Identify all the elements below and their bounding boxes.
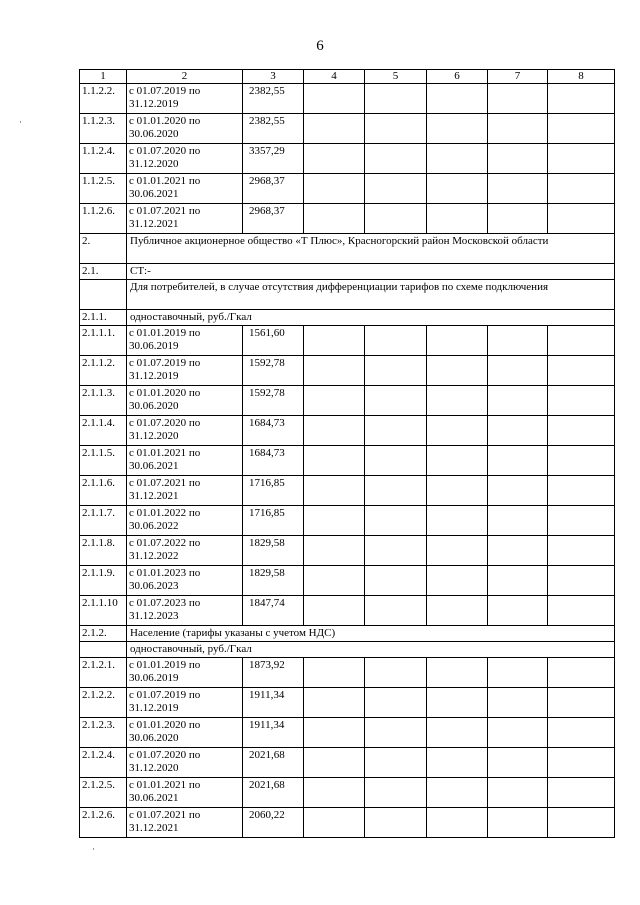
empty-cell [548, 446, 615, 476]
row-period: с 01.07.2019 по 31.12.2019 [127, 688, 243, 718]
row-period: с 01.01.2019 по 30.06.2019 [127, 326, 243, 356]
empty-cell [488, 506, 548, 536]
table-row [80, 566, 615, 596]
row-number: 2.1.1.9. [80, 566, 127, 596]
row-period: с 01.07.2022 по 31.12.2022 [127, 536, 243, 566]
empty-cell [427, 506, 488, 536]
empty-cell [548, 84, 615, 114]
table-row [80, 386, 615, 416]
empty-cell [304, 506, 365, 536]
row-tariff-value: 1911,34 [243, 718, 304, 748]
tariff-table [79, 69, 615, 838]
row-tariff-value: 1847,74 [243, 596, 304, 626]
section-row [80, 280, 615, 310]
empty-cell [548, 688, 615, 718]
empty-cell [427, 326, 488, 356]
empty-cell [304, 808, 365, 838]
empty-cell [304, 566, 365, 596]
empty-cell [427, 688, 488, 718]
empty-cell [365, 596, 427, 626]
row-number: 2.1.1.10 [80, 596, 127, 626]
row-tariff-value: 2968,37 [243, 204, 304, 234]
empty-cell [427, 356, 488, 386]
table-row [80, 808, 615, 838]
column-header: 6 [427, 70, 488, 84]
row-tariff-value: 1684,73 [243, 416, 304, 446]
row-period: с 01.01.2020 по 30.06.2020 [127, 386, 243, 416]
empty-cell [548, 718, 615, 748]
row-number: 2.1.1.6. [80, 476, 127, 506]
row-number: 1.1.2.5. [80, 174, 127, 204]
row-period: с 01.07.2020 по 31.12.2020 [127, 416, 243, 446]
column-header: 2 [127, 70, 243, 84]
empty-cell [365, 114, 427, 144]
empty-cell [365, 808, 427, 838]
empty-cell [548, 174, 615, 204]
row-period: с 01.07.2020 по 31.12.2020 [127, 144, 243, 174]
row-tariff-value: 1592,78 [243, 386, 304, 416]
empty-cell [488, 658, 548, 688]
empty-cell [548, 506, 615, 536]
row-number: 1.1.2.6. [80, 204, 127, 234]
row-number: 2.1.2.1. [80, 658, 127, 688]
empty-cell [427, 416, 488, 446]
row-tariff-value: 1829,58 [243, 566, 304, 596]
column-header: 8 [548, 70, 615, 84]
section-title: Население (тарифы указаны с учетом НДС) [127, 626, 615, 642]
empty-cell [304, 778, 365, 808]
empty-cell [548, 536, 615, 566]
row-number: 2.1.2.2. [80, 688, 127, 718]
empty-cell [548, 476, 615, 506]
column-header: 7 [488, 70, 548, 84]
empty-cell [488, 476, 548, 506]
empty-cell [304, 446, 365, 476]
section-title: Для потребителей, в случае отсутствия дифференциации тарифов по схеме подключения [127, 280, 615, 310]
empty-cell [488, 356, 548, 386]
section-row [80, 642, 615, 658]
page-number: 6 [316, 38, 324, 54]
empty-cell [548, 144, 615, 174]
row-period: с 01.07.2019 по 31.12.2019 [127, 356, 243, 386]
empty-cell [548, 748, 615, 778]
empty-cell [488, 84, 548, 114]
empty-cell [304, 718, 365, 748]
row-period: с 01.07.2019 по 31.12.2019 [127, 84, 243, 114]
row-period: с 01.07.2021 по 31.12.2021 [127, 808, 243, 838]
table-row [80, 506, 615, 536]
empty-cell [304, 688, 365, 718]
table-row [80, 416, 615, 446]
row-number: 2.1.1.8. [80, 536, 127, 566]
empty-cell [427, 446, 488, 476]
row-period: с 01.01.2020 по 30.06.2020 [127, 114, 243, 144]
empty-cell [304, 204, 365, 234]
empty-cell [365, 326, 427, 356]
empty-cell [365, 174, 427, 204]
row-number: 2.1.1.1. [80, 326, 127, 356]
section-number: 2.1. [80, 264, 127, 280]
row-period: с 01.07.2021 по 31.12.2021 [127, 204, 243, 234]
table-row [80, 596, 615, 626]
empty-cell [427, 204, 488, 234]
empty-cell [365, 536, 427, 566]
empty-cell [365, 204, 427, 234]
empty-cell [488, 778, 548, 808]
row-tariff-value: 1716,85 [243, 476, 304, 506]
row-number: 2.1.2.5. [80, 778, 127, 808]
empty-cell [488, 748, 548, 778]
section-title: одноставочный, руб./Гкал [127, 310, 615, 326]
table-row [80, 144, 615, 174]
row-number: 1.1.2.4. [80, 144, 127, 174]
empty-cell [427, 658, 488, 688]
empty-cell [365, 718, 427, 748]
empty-cell [304, 476, 365, 506]
empty-cell [488, 114, 548, 144]
row-tariff-value: 1829,58 [243, 536, 304, 566]
empty-cell [365, 778, 427, 808]
row-tariff-value: 2021,68 [243, 778, 304, 808]
row-number: 2.1.1.7. [80, 506, 127, 536]
empty-cell [548, 204, 615, 234]
row-number: 2.1.2.4. [80, 748, 127, 778]
section-title: Публичное акционерное общество «Т Плюс», Красногорский район Московской области [127, 234, 615, 264]
row-number: 2.1.1.5. [80, 446, 127, 476]
empty-cell [427, 808, 488, 838]
column-header: 1 [80, 70, 127, 84]
row-tariff-value: 1716,85 [243, 506, 304, 536]
empty-cell [304, 326, 365, 356]
row-period: с 01.01.2021 по 30.06.2021 [127, 174, 243, 204]
table-row [80, 718, 615, 748]
row-tariff-value: 3357,29 [243, 144, 304, 174]
row-tariff-value: 2382,55 [243, 84, 304, 114]
scan-mark [20, 121, 21, 123]
row-tariff-value: 1911,34 [243, 688, 304, 718]
empty-cell [304, 536, 365, 566]
row-period: с 01.07.2021 по 31.12.2021 [127, 476, 243, 506]
section-row [80, 310, 615, 326]
empty-cell [427, 748, 488, 778]
empty-cell [304, 174, 365, 204]
table-row [80, 748, 615, 778]
empty-cell [304, 748, 365, 778]
row-period: с 01.01.2022 по 30.06.2022 [127, 506, 243, 536]
empty-cell [548, 326, 615, 356]
empty-cell [365, 566, 427, 596]
empty-cell [304, 658, 365, 688]
row-period: с 01.01.2020 по 30.06.2020 [127, 718, 243, 748]
empty-cell [548, 416, 615, 446]
empty-cell [488, 536, 548, 566]
row-tariff-value: 2382,55 [243, 114, 304, 144]
row-period: с 01.01.2023 по 30.06.2023 [127, 566, 243, 596]
empty-cell [427, 536, 488, 566]
empty-cell [427, 718, 488, 748]
section-number [80, 280, 127, 310]
section-number: 2. [80, 234, 127, 264]
row-period: с 01.01.2019 по 30.06.2019 [127, 658, 243, 688]
table-row [80, 476, 615, 506]
section-number [80, 642, 127, 658]
row-number: 2.1.2.3. [80, 718, 127, 748]
empty-cell [427, 566, 488, 596]
table-row [80, 84, 615, 114]
table-row [80, 658, 615, 688]
table-row [80, 446, 615, 476]
empty-cell [488, 204, 548, 234]
empty-cell [488, 596, 548, 626]
section-number: 2.1.2. [80, 626, 127, 642]
empty-cell [365, 144, 427, 174]
table-row [80, 778, 615, 808]
empty-cell [365, 416, 427, 446]
empty-cell [427, 84, 488, 114]
row-tariff-value: 1592,78 [243, 356, 304, 386]
empty-cell [365, 446, 427, 476]
empty-cell [365, 84, 427, 114]
section-row [80, 626, 615, 642]
empty-cell [488, 326, 548, 356]
row-number: 1.1.2.2. [80, 84, 127, 114]
empty-cell [365, 688, 427, 718]
empty-cell [427, 596, 488, 626]
empty-cell [488, 416, 548, 446]
tariff-table-body [80, 70, 615, 838]
empty-cell [548, 114, 615, 144]
empty-cell [488, 144, 548, 174]
scan-mark [93, 848, 94, 850]
section-row [80, 234, 615, 264]
row-period: с 01.07.2020 по 31.12.2020 [127, 748, 243, 778]
empty-cell [427, 114, 488, 144]
empty-cell [548, 566, 615, 596]
empty-cell [365, 356, 427, 386]
empty-cell [488, 174, 548, 204]
empty-cell [488, 446, 548, 476]
empty-cell [488, 688, 548, 718]
empty-cell [427, 386, 488, 416]
empty-cell [365, 748, 427, 778]
empty-cell [548, 356, 615, 386]
column-header-row [80, 70, 615, 84]
row-period: с 01.01.2021 по 30.06.2021 [127, 446, 243, 476]
table-row [80, 174, 615, 204]
empty-cell [548, 808, 615, 838]
table-row [80, 688, 615, 718]
empty-cell [304, 84, 365, 114]
row-period: с 01.01.2021 по 30.06.2021 [127, 778, 243, 808]
column-header: 4 [304, 70, 365, 84]
empty-cell [304, 144, 365, 174]
empty-cell [488, 808, 548, 838]
empty-cell [488, 386, 548, 416]
empty-cell [427, 174, 488, 204]
row-number: 1.1.2.3. [80, 114, 127, 144]
row-tariff-value: 2021,68 [243, 748, 304, 778]
table-row [80, 326, 615, 356]
empty-cell [427, 144, 488, 174]
section-title: одноставочный, руб./Гкал [127, 642, 615, 658]
row-period: с 01.07.2023 по 31.12.2023 [127, 596, 243, 626]
empty-cell [365, 476, 427, 506]
empty-cell [548, 386, 615, 416]
table-row [80, 356, 615, 386]
row-number: 2.1.1.4. [80, 416, 127, 446]
table-row [80, 114, 615, 144]
row-tariff-value: 2968,37 [243, 174, 304, 204]
empty-cell [365, 386, 427, 416]
section-title: СТ:- [127, 264, 615, 280]
empty-cell [365, 506, 427, 536]
column-header: 5 [365, 70, 427, 84]
row-number: 2.1.1.3. [80, 386, 127, 416]
empty-cell [304, 596, 365, 626]
empty-cell [548, 658, 615, 688]
row-tariff-value: 2060,22 [243, 808, 304, 838]
row-tariff-value: 1561,60 [243, 326, 304, 356]
empty-cell [304, 356, 365, 386]
empty-cell [548, 596, 615, 626]
section-number: 2.1.1. [80, 310, 127, 326]
row-tariff-value: 1684,73 [243, 446, 304, 476]
row-number: 2.1.1.2. [80, 356, 127, 386]
empty-cell [427, 778, 488, 808]
empty-cell [488, 718, 548, 748]
row-number: 2.1.2.6. [80, 808, 127, 838]
column-header: 3 [243, 70, 304, 84]
empty-cell [488, 566, 548, 596]
empty-cell [427, 476, 488, 506]
row-tariff-value: 1873,92 [243, 658, 304, 688]
empty-cell [304, 114, 365, 144]
empty-cell [365, 658, 427, 688]
table-row [80, 204, 615, 234]
empty-cell [304, 416, 365, 446]
section-row [80, 264, 615, 280]
table-row [80, 536, 615, 566]
empty-cell [304, 386, 365, 416]
empty-cell [548, 778, 615, 808]
